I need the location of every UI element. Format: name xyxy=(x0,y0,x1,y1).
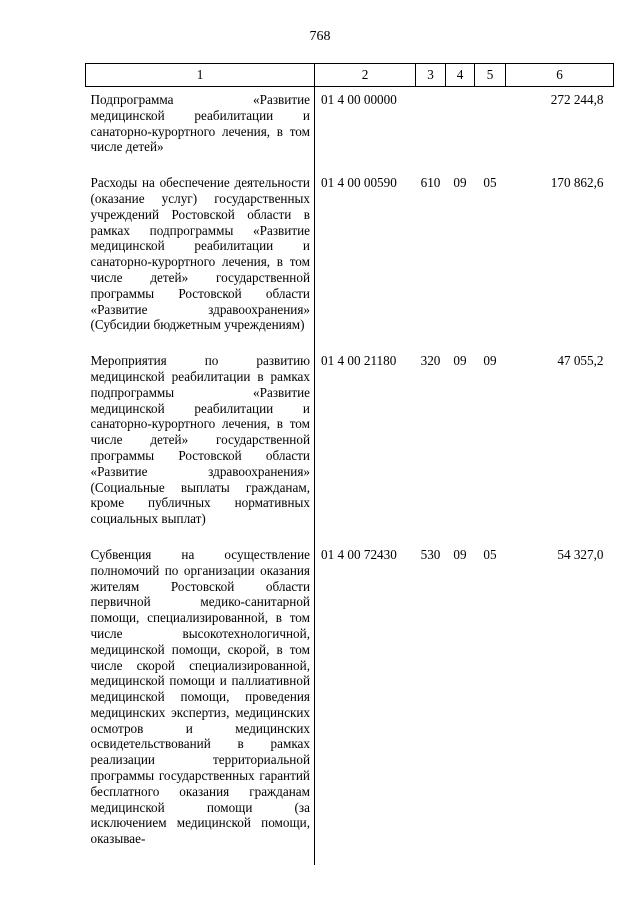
row-amount: 272 244,8 xyxy=(550,92,604,107)
row-target-code: 01 4 00 72430 xyxy=(321,546,397,562)
row-section: 09 xyxy=(453,546,467,562)
row-name: Подпрограмма «Развитие медицинской реабилитации и санаторно-курортного лечения, в том числе детей» xyxy=(86,87,315,174)
table-row xyxy=(86,351,614,545)
column-header-3: 3 xyxy=(416,64,446,87)
row-subsection: 05 xyxy=(483,546,497,562)
row-section: 09 xyxy=(453,353,467,369)
row-subsection: 05 xyxy=(483,175,497,191)
row-expense-type: 530 xyxy=(420,546,441,562)
column-header-2: 2 xyxy=(315,64,416,87)
table-header-row xyxy=(86,64,614,87)
row-name: Субвенция на осуществление полномочий по организации оказания жителям Ростовской области первичной медико-санитарной помощи, специализированной, в том числе высокотехнологичной, медицинской помощи, скорой, в том числе скорой специализированной, медицинской помощи и паллиативной медицинской помощи, проведения медицинских экспертиз, медицинских осмотров и медицинских освидетельствований в рамках реализации территориальной программы государственных гарантий бесплатного оказания гражданам медицинской помощи (за исключением медицинской помощи, оказывае- xyxy=(86,545,315,865)
table-row xyxy=(86,173,614,351)
table-row xyxy=(86,545,614,865)
row-target-code: 01 4 00 00000 xyxy=(321,92,397,107)
row-subsection xyxy=(475,87,506,174)
row-amount: 170 862,6 xyxy=(550,175,604,191)
row-subsection: 09 xyxy=(483,353,497,369)
row-target-code: 01 4 00 00590 xyxy=(321,175,397,191)
row-amount: 47 055,2 xyxy=(557,353,604,369)
budget-table xyxy=(85,63,614,865)
column-header-5: 5 xyxy=(475,64,506,87)
row-name: Расходы на обеспечение деятельности (оказание услуг) государственных учреждений Ростовской области в рамках подпрограммы «Развитие медицинской реабилитации и санаторно-курортного лечения, в том числе детей» государственной программы Ростовской области «Развитие здравоохранения» (Субсидии бюджетным учреждениям) xyxy=(86,173,315,351)
column-header-4: 4 xyxy=(446,64,475,87)
row-section xyxy=(446,87,475,174)
page-number: 768 xyxy=(309,29,331,44)
column-header-6: 6 xyxy=(506,64,614,87)
row-name: Мероприятия по развитию медицинской реабилитации в рамках подпрограммы «Развитие медицинской реабилитации и санаторно-курортного лечения, в том числе детей» государственной программы Ростовской области «Развитие здравоохранения» (Социальные выплаты гражданам, кроме публичных нормативных социальных выплат) xyxy=(86,351,315,545)
row-target-code: 01 4 00 21180 xyxy=(321,353,397,369)
row-section: 09 xyxy=(453,175,467,191)
table-row xyxy=(86,87,614,174)
row-expense-type xyxy=(416,87,446,174)
row-expense-type: 610 xyxy=(420,175,441,191)
row-amount: 54 327,0 xyxy=(557,546,604,562)
row-expense-type: 320 xyxy=(420,353,441,369)
column-header-1: 1 xyxy=(86,64,315,87)
